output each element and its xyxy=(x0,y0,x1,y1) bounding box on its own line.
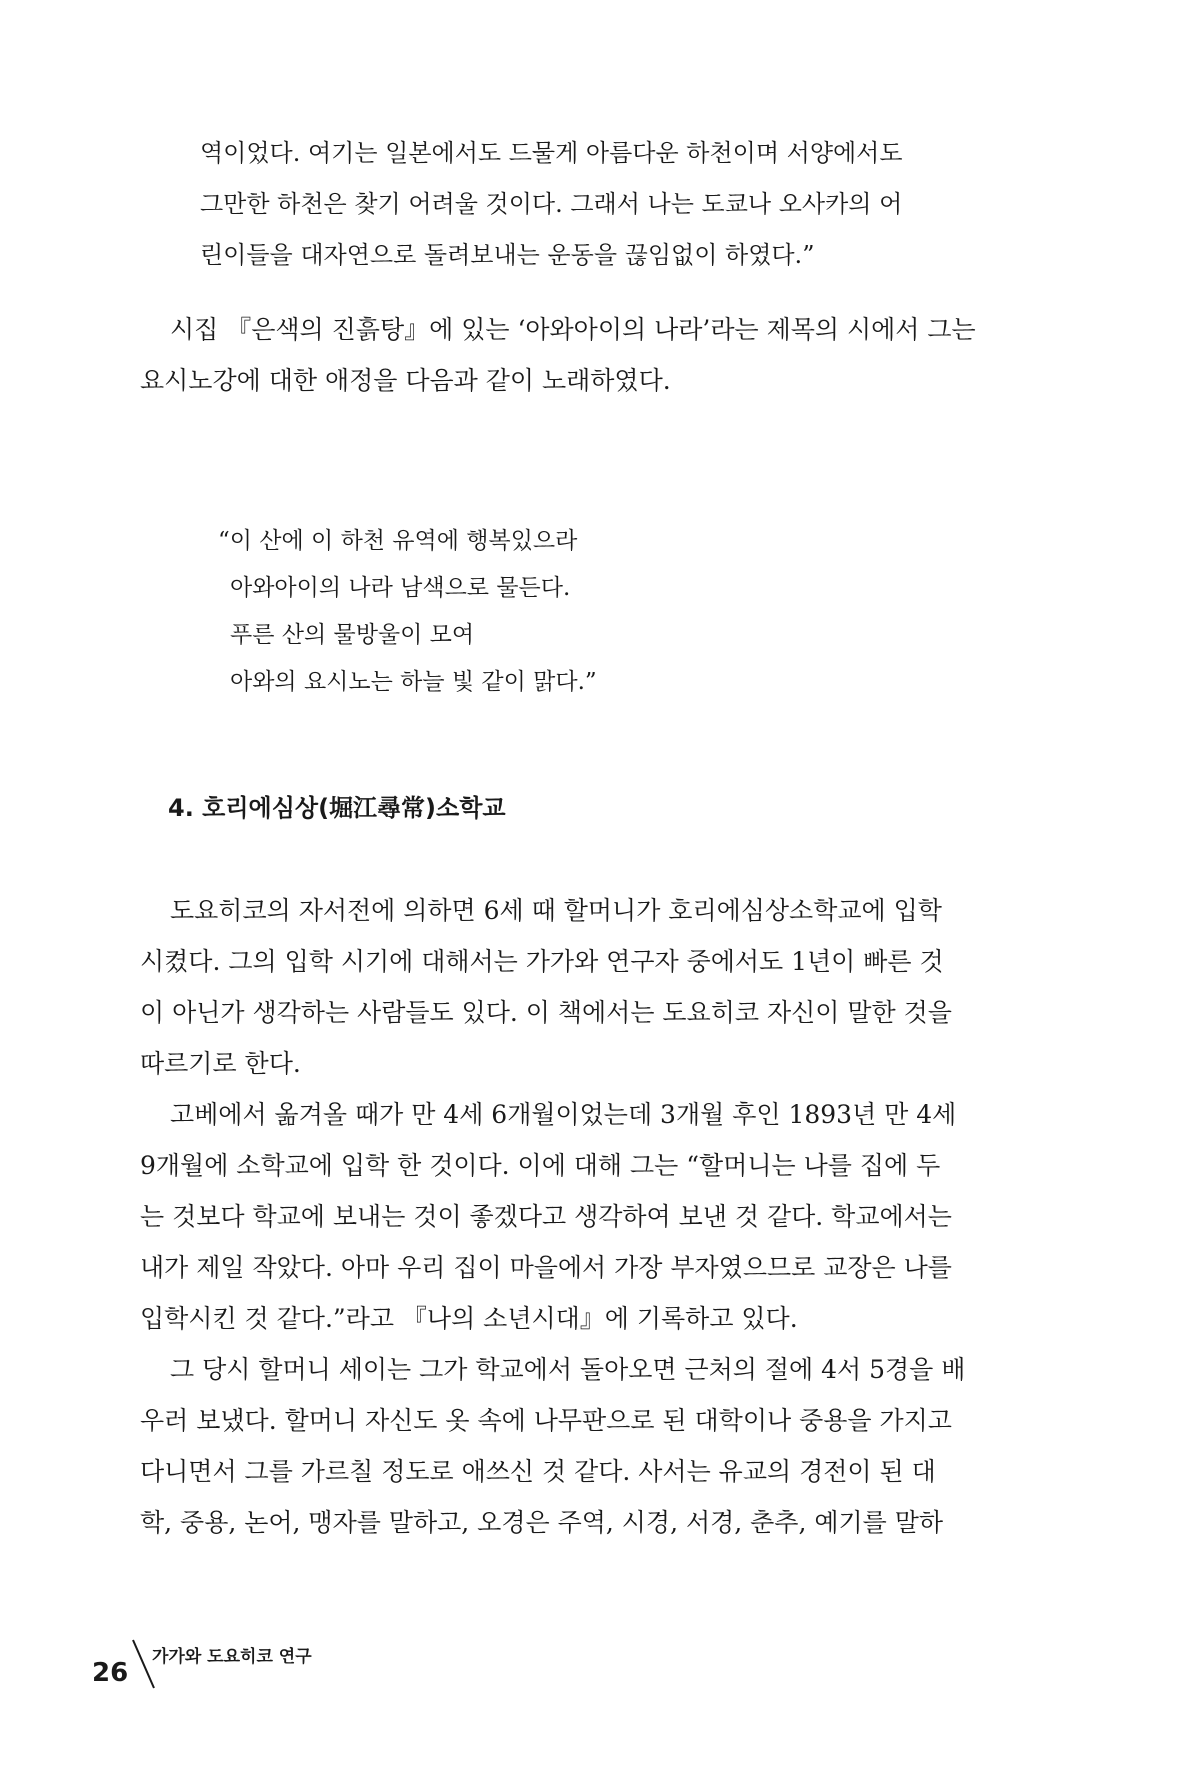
quote-line: 린이들을 대자연으로 돌려보내는 운동을 끊임없이 하였다.” xyxy=(200,241,815,269)
paragraph-line: 학, 중용, 논어, 맹자를 말하고, 오경은 주역, 시경, 서경, 춘추, 예기를 말하 xyxy=(140,1508,944,1537)
poem xyxy=(218,518,918,706)
paragraph-line: 따르기로 한다. xyxy=(140,1049,301,1078)
quote-continuation xyxy=(200,128,1060,281)
running-title: 가가와 도요히코 연구 xyxy=(152,1647,312,1667)
paragraph-line: 시켰다. 그의 입학 시기에 대해서는 가가와 연구자 중에서도 1년이 빠른 것 xyxy=(140,947,944,976)
page-number: 26 xyxy=(92,1658,129,1688)
poem-line: 아와의 요시노는 하늘 빛 같이 맑다.” xyxy=(230,669,597,695)
paragraph-line: 그 당시 할머니 세이는 그가 학교에서 돌아오면 근처의 절에 4서 5경을 배 xyxy=(170,1355,966,1384)
paragraph-line: 다니면서 그를 가르칠 정도로 애쓰신 것 같다. 사서는 유교의 경전이 된 대 xyxy=(140,1457,936,1486)
paragraph-line: 우러 보냈다. 할머니 자신도 옷 속에 나무판으로 된 대학이나 중용을 가지고 xyxy=(140,1406,952,1435)
paragraph-line: 9개월에 소학교에 입학 한 것이다. 이에 대해 그는 “할머니는 나를 집에 두 xyxy=(140,1151,941,1180)
page-footer xyxy=(92,1636,392,1696)
paragraph-line: 이 아닌가 생각하는 사람들도 있다. 이 책에서는 도요히코 자신이 말한 것을 xyxy=(140,998,952,1027)
paragraph-line: 입학시킨 것 같다.”라고 『나의 소년시대』에 기록하고 있다. xyxy=(140,1304,798,1333)
intro-paragraph xyxy=(140,304,1060,406)
quote-line: 그만한 하천은 찾기 어려울 것이다. 그래서 나는 도쿄나 오사카의 어 xyxy=(200,190,903,218)
poem-line: 아와아이의 나라 남색으로 물든다. xyxy=(230,575,571,601)
poem-line: “이 산에 이 하천 유역에 행복있으라 xyxy=(218,528,578,554)
body-paragraph xyxy=(140,1344,1060,1548)
poem-line: 푸른 산의 물방울이 모여 xyxy=(230,622,475,648)
paragraph-line: 는 것보다 학교에 보내는 것이 좋겠다고 생각하여 보낸 것 같다. 학교에서는 xyxy=(140,1202,952,1231)
section-heading: 4. 호리에심상(堀江尋常)소학교 xyxy=(168,794,506,822)
body-paragraph xyxy=(140,1089,1060,1344)
paragraph-line: 고베에서 옮겨올 때가 만 4세 6개월이었는데 3개월 후인 1893년 만 4세 xyxy=(170,1100,957,1129)
quote-line: 역이었다. 여기는 일본에서도 드물게 아름다운 하천이며 서양에서도 xyxy=(200,139,903,167)
paragraph-line: 도요히코의 자서전에 의하면 6세 때 할머니가 호리에심상소학교에 입학 xyxy=(170,896,942,925)
body-paragraph xyxy=(140,885,1060,1089)
paragraph-line: 내가 제일 작았다. 아마 우리 집이 마을에서 가장 부자였으므로 교장은 나를 xyxy=(140,1253,952,1282)
paragraph-line: 시집 『은색의 진흙탕』에 있는 ‘아와아이의 나라’라는 제목의 시에서 그는 xyxy=(170,315,976,344)
paragraph-line: 요시노강에 대한 애정을 다음과 같이 노래하였다. xyxy=(140,366,671,395)
